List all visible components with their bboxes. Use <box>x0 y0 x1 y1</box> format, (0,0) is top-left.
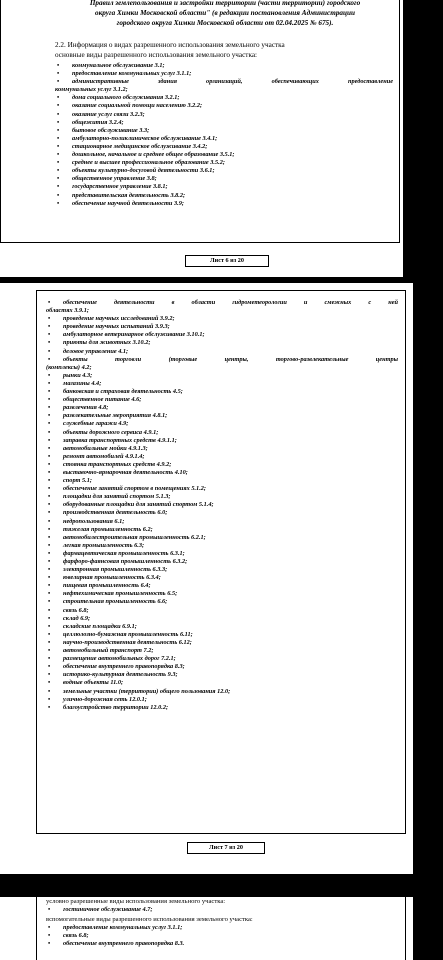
list-item: • проведение научных исследований 3.9.2; <box>48 315 175 323</box>
bullet-icon: • <box>48 452 51 460</box>
list-item: • земельные участки (территории) общего пользования 12.0; <box>48 687 231 695</box>
header-line: Правил землепользования и застройки территории (части территории) городского <box>89 0 361 7</box>
document-page-7 <box>0 283 413 874</box>
list-item: • банковская и страховая деятельность 4.5; <box>48 388 183 396</box>
bullet-icon: • <box>48 695 51 703</box>
list-item: • заправка транспортных средств 4.9.1.1; <box>48 436 177 444</box>
list-item: • связь 6.8; <box>48 606 89 614</box>
document-page-6 <box>0 0 403 277</box>
list-item: • электронная промышленность 6.3.3; <box>48 566 168 574</box>
bullet-icon: • <box>48 574 51 582</box>
list-item: • дома социального обслуживания 3.2.1; <box>57 94 180 102</box>
bullet-icon: • <box>48 444 51 452</box>
list-item: • развлекательные мероприятия 4.8.1; <box>48 412 168 420</box>
bullet-icon: • <box>48 485 51 493</box>
bullet-icon: • <box>48 614 51 622</box>
list-item: • развлечения 4.8; <box>48 404 109 412</box>
list-item: • среднее и высшее профессиональное образование 3.5.2; <box>57 159 225 167</box>
list-item: • научно-производственная деятельность 6.12; <box>48 638 192 646</box>
bullet-icon: • <box>48 647 51 655</box>
bullet-icon: • <box>57 175 60 183</box>
conditional-uses-title: условно разрешенные виды использования земельного участка: <box>46 898 226 905</box>
bullet-icon: • <box>57 78 60 86</box>
list-item: • предоставление коммунальных услуг 3.1.1; <box>48 924 183 931</box>
bullet-icon: • <box>48 347 51 355</box>
list-item: • стоянка транспортных средств 4.9.2; <box>48 460 172 468</box>
list-item: • фарфоро-фаянсовая промышленность 6.3.2; <box>48 558 188 565</box>
list-item: • складские площадки 6.9.1; <box>48 622 137 630</box>
bullet-icon: • <box>48 501 51 509</box>
list-item: • автомобильный транспорт 7.2; <box>48 647 154 655</box>
main-uses-list <box>55 62 393 208</box>
bullet-icon: • <box>57 191 60 199</box>
bullet-icon: • <box>57 183 60 191</box>
list-item: • коммунальное обслуживание 3.1; <box>57 62 165 69</box>
bullet-icon: • <box>48 622 51 630</box>
bullet-icon: • <box>57 118 60 126</box>
list-item: • выставочно-ярмарочная деятельность 4.10; <box>48 468 188 476</box>
bullet-icon: • <box>48 932 51 940</box>
bullet-icon: • <box>57 159 60 167</box>
list-item: • общественное питание 4.6; <box>48 396 142 404</box>
bullet-icon: • <box>48 663 51 671</box>
bullet-icon: • <box>48 924 51 931</box>
bullet-icon: • <box>48 598 51 606</box>
list-item: • обеспечение занятий спортом в помещениях 5.1.2; <box>48 485 207 493</box>
list-item: • автомобилестроительная промышленность 6.2.1; <box>48 533 206 541</box>
list-item: • связь 6.8; <box>48 932 89 940</box>
list-item: • оказание услуг связи 3.2.3; <box>57 110 145 118</box>
bullet-icon: • <box>48 541 51 549</box>
bullet-icon: • <box>48 412 51 420</box>
bullet-icon: • <box>48 436 51 444</box>
auxiliary-uses-list <box>46 924 398 948</box>
list-item: • стационарное медицинское обслуживание 3.4.2; <box>57 142 208 150</box>
list-item: • размещение автомобильных дорог 7.2.1; <box>48 655 176 663</box>
bullet-icon: • <box>48 388 51 396</box>
bullet-icon: • <box>48 671 51 679</box>
page-number: Лист 6 из 20 <box>185 255 269 267</box>
list-item: • рынки 4.3; <box>48 371 93 379</box>
list-item: • объекты культурно-досуговой деятельности 3.6.1; <box>57 167 215 175</box>
bullet-icon: • <box>48 477 51 485</box>
auxiliary-uses-title: вспомогательные виды разрешенного использования земельного участка: <box>46 916 253 923</box>
bullet-icon: • <box>48 379 51 387</box>
list-item: • общежития 3.2.4; <box>57 118 124 126</box>
bullet-icon: • <box>48 558 51 565</box>
list-item: • предоставление коммунальных услуг 3.1.1; <box>57 70 192 78</box>
list-item: • служебные гаражи 4.9; <box>48 420 129 428</box>
bullet-icon: • <box>57 70 60 78</box>
bullet-icon: • <box>57 151 60 159</box>
bullet-icon: • <box>57 167 60 175</box>
list-item: • ювелирная промышленность 6.3.4; <box>48 574 161 582</box>
page-number: Лист 7 из 20 <box>187 842 265 854</box>
bullet-icon: • <box>48 549 51 557</box>
bullet-icon: • <box>48 582 51 590</box>
bullet-icon: • <box>48 299 51 306</box>
section-title: 2.2. Информация о видах разрешенного использования земельного участка <box>55 41 285 49</box>
bullet-icon: • <box>48 638 51 646</box>
bullet-icon: • <box>57 134 60 142</box>
bullet-icon: • <box>48 460 51 468</box>
bullet-icon: • <box>48 355 51 363</box>
bullet-icon: • <box>48 428 51 436</box>
bullet-icon: • <box>48 940 51 948</box>
list-item: • благоустройство территории 12.0.2; <box>48 703 169 711</box>
list-item: • нефтехимическая промышленность 6.5; <box>48 590 178 598</box>
bullet-icon: • <box>48 509 51 517</box>
list-item: • строительная промышленность 6.6; <box>48 598 168 606</box>
bullet-icon: • <box>48 323 51 331</box>
list-item: • обеспечение внутреннего правопорядка 8.3; <box>48 663 185 671</box>
bullet-icon: • <box>48 687 51 695</box>
bullet-icon: • <box>48 590 51 598</box>
bullet-icon: • <box>48 396 51 404</box>
bullet-icon: • <box>48 315 51 323</box>
list-item: • обеспечение деятельности в области гидрометеорологии и смежных с ней областях 3.9.1; <box>46 299 398 315</box>
section-intro: основные виды разрешенного использования земельного участка: <box>55 51 258 59</box>
list-item: • фармацевтическая промышленность 6.3.1; <box>48 549 185 557</box>
list-item: • недропользования 6.1; <box>48 517 125 525</box>
list-item: • целлюлозно-бумажная промышленность 6.11; <box>48 630 193 638</box>
list-item: • общественное управление 3.8; <box>57 175 157 183</box>
list-item: • склад 6.9; <box>48 614 91 622</box>
list-item: • пищевая промышленность 6.4; <box>48 582 151 590</box>
list-item: • представительская деятельность 3.8.2; <box>57 191 186 199</box>
list-item: • деловое управление 4.1; <box>48 347 129 355</box>
list-item: • объекты дорожного сервиса 4.9.1; <box>48 428 159 436</box>
bullet-icon: • <box>48 420 51 428</box>
list-item: • обеспечение внутреннего правопорядка 8.3. <box>48 940 185 948</box>
bullet-icon: • <box>48 679 51 687</box>
list-item: • легкая промышленность 6.3; <box>48 541 145 549</box>
list-item: • проведение научных испытаний 3.9.3; <box>48 323 170 331</box>
bullet-icon: • <box>57 94 60 102</box>
bullet-icon: • <box>48 493 51 501</box>
bullet-icon: • <box>48 517 51 525</box>
list-item: • оборудованные площадки для занятий спортом 5.1.4; <box>48 501 214 509</box>
header-line: городского округа Химки Московской области от 02.04.2025 № 675). <box>116 19 334 27</box>
list-item: • площадки для занятий спортом 5.1.3; <box>48 493 171 501</box>
list-item: • приюты для животных 3.10.2; <box>48 339 151 347</box>
list-item: • водные объекты 11.0; <box>48 679 124 687</box>
list-item: • магазины 4.4; <box>48 379 102 387</box>
list-item: • спорт 5.1; <box>48 477 92 485</box>
bullet-icon: • <box>48 606 51 614</box>
header-line: округа Химки Московской области" (в редакции постановления Администрации <box>94 9 356 17</box>
list-item: • административные здания организаций, обеспечивающих предоставление коммунальных услуг 3.1.2; <box>55 78 393 94</box>
bullet-icon: • <box>57 102 60 110</box>
bullet-icon: • <box>57 142 60 150</box>
bullet-icon: • <box>57 62 60 69</box>
bullet-icon: • <box>48 906 51 913</box>
list-item: • дошкольное, начальное и среднее общее образование 3.5.1; <box>57 151 235 159</box>
list-item: • бытовое обслуживание 3.3; <box>57 126 150 134</box>
bullet-icon: • <box>48 630 51 638</box>
list-item: • ремонт автомобилей 4.9.1.4; <box>48 452 145 460</box>
bullet-icon: • <box>48 525 51 533</box>
page-header <box>55 0 395 28</box>
list-item: • улично-дорожная сеть 12.0.1; <box>48 695 147 703</box>
list-item: • амбулаторно-поликлиническое обслуживание 3.4.1; <box>57 134 218 142</box>
bullet-icon: • <box>48 404 51 412</box>
list-item: • тяжелая промышленность 6.2; <box>48 525 153 533</box>
list-item: • автомобильные мойки 4.9.1.3; <box>48 444 148 452</box>
list-item: • амбулаторное ветеринарное обслуживание 3.10.1; <box>48 331 205 339</box>
bullet-icon: • <box>48 331 51 339</box>
bullet-icon: • <box>57 126 60 134</box>
bullet-icon: • <box>48 703 51 711</box>
list-item: • гостиничное обслуживание 4.7; <box>48 906 153 913</box>
bullet-icon: • <box>48 533 51 541</box>
bullet-icon: • <box>48 468 51 476</box>
conditional-uses-list <box>46 906 398 914</box>
list-item: • государственное управление 3.8.1; <box>57 183 168 191</box>
bullet-icon: • <box>48 339 51 347</box>
list-item: • историко-культурная деятельность 9.3; <box>48 671 178 679</box>
bullet-icon: • <box>57 110 60 118</box>
list-item: • обеспечение научной деятельности 3.9; <box>57 199 184 207</box>
bullet-icon: • <box>57 199 60 207</box>
list-item: • объекты торговли (торговые центры, торгово-развлекательные центры (комплексы) 4.2; <box>46 355 398 371</box>
document-page-8 <box>0 897 413 960</box>
bullet-icon: • <box>48 566 51 574</box>
list-item: • производственная деятельность 6.0; <box>48 509 168 517</box>
bullet-icon: • <box>48 371 51 379</box>
main-uses-list-continued <box>46 299 398 712</box>
list-item: • оказание социальной помощи населению 3.2.2; <box>57 102 203 110</box>
bullet-icon: • <box>48 655 51 663</box>
